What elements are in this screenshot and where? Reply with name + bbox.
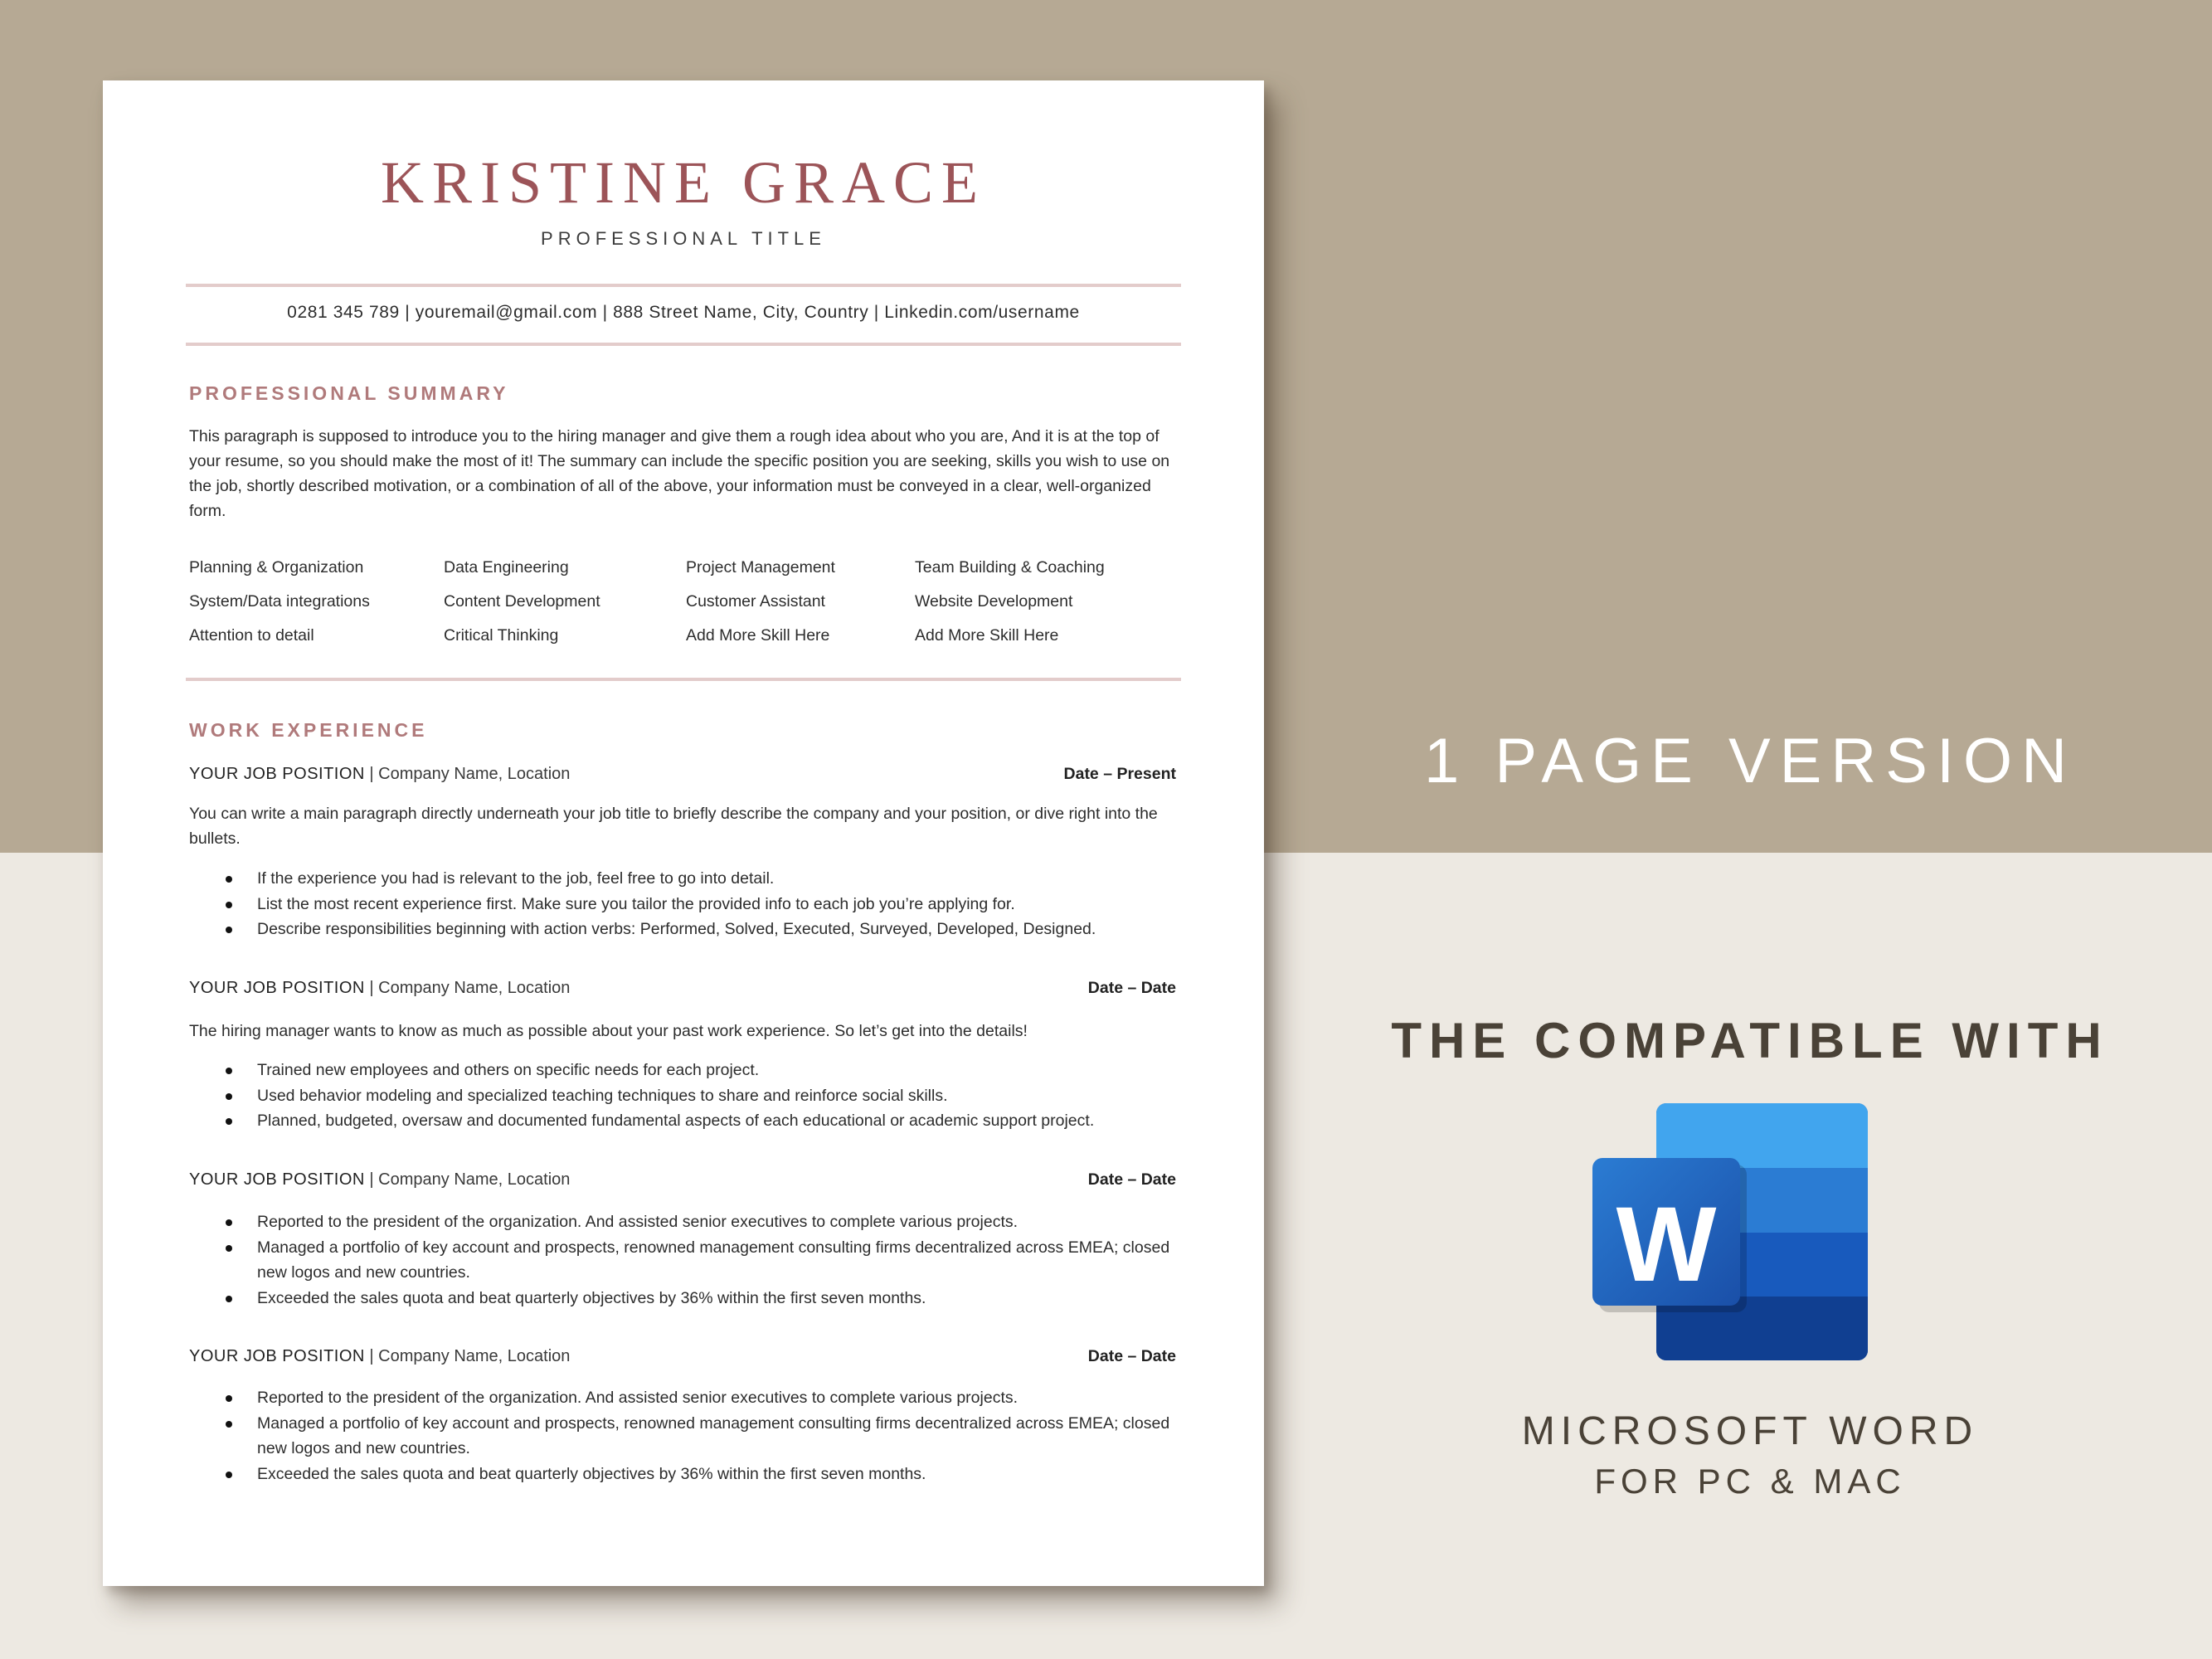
bullet-icon (226, 1068, 232, 1074)
skill-item: Team Building & Coaching (915, 558, 1105, 577)
job-date: Date – Present (1063, 765, 1176, 783)
job-header (189, 1347, 1176, 1372)
job-bullets (189, 866, 1184, 942)
job-company: | Company Name, Location (364, 765, 571, 783)
bullet-icon (226, 1395, 232, 1402)
list-item: If the experience you had is relevant to the job, feel free to go into detail. (189, 866, 1184, 892)
list-item: Exceeded the sales quota and beat quarterly objectives by 36% within the first seven months. (189, 1462, 1184, 1487)
divider (186, 678, 1181, 681)
job-bullets (189, 1385, 1184, 1486)
skill-item: Content Development (444, 592, 600, 611)
job-title: YOUR JOB POSITION (189, 765, 365, 783)
list-item: Planned, budgeted, oversaw and documented fundamental aspects of each educational or academic support project. (189, 1108, 1184, 1134)
bullet-icon (226, 876, 232, 883)
job-date: Date – Date (1087, 979, 1176, 997)
word-letter: W (1616, 1185, 1717, 1304)
bullet-icon (226, 1296, 232, 1302)
bullet-icon (226, 1472, 232, 1478)
list-item: Exceeded the sales quota and beat quarterly objectives by 36% within the first seven months. (189, 1286, 1184, 1311)
skill-item: Add More Skill Here (686, 626, 830, 645)
job-header (189, 979, 1176, 1004)
professional-title: PROFESSIONAL TITLE (541, 228, 826, 249)
job-company: | Company Name, Location (364, 1170, 571, 1189)
skill-item: Data Engineering (444, 558, 569, 577)
experience-heading: WORK EXPERIENCE (189, 719, 428, 741)
job-description: You can write a main paragraph directly underneath your job title to briefly describe the company and your position, or dive right into the bullets. (189, 805, 1158, 848)
skill-item: Project Management (686, 558, 835, 577)
bullet-icon (226, 1118, 232, 1125)
microsoft-word-icon (1592, 1103, 1871, 1360)
job-company: | Company Name, Location (364, 979, 571, 997)
bullet-icon (226, 1421, 232, 1428)
list-item: Reported to the president of the organization. And assisted senior executives to complete various projects. (189, 1209, 1184, 1235)
job-title: YOUR JOB POSITION (189, 1170, 365, 1189)
skill-item: Website Development (915, 592, 1073, 611)
job-date: Date – Date (1087, 1170, 1176, 1189)
skill-item: System/Data integrations (189, 592, 370, 611)
job-description: The hiring manager wants to know as much as possible about your past work experience. So let’s get into the details! (189, 1022, 1028, 1040)
list-item: Describe responsibilities beginning with action verbs: Performed, Solved, Executed, Surveyed, Developed, Designed. (189, 917, 1184, 942)
list-item: Reported to the president of the organization. And assisted senior executives to complete various projects. (189, 1385, 1184, 1411)
resume-name: KRISTINE GRACE (381, 149, 986, 216)
contact-line: 0281 345 789 | youremail@gmail.com | 888 Street Name, City, Country | Linkedin.com/username (287, 303, 1080, 322)
job-bullets (189, 1209, 1184, 1311)
bullet-icon (226, 927, 232, 933)
job-company: | Company Name, Location (364, 1347, 571, 1365)
resume-page (103, 80, 1264, 1586)
summary-heading: PROFESSIONAL SUMMARY (189, 382, 509, 404)
summary-paragraph: This paragraph is supposed to introduce you to the hiring manager and give them a rough idea about who you are, And it is at the top of your resume, so you should make the most of it! The summary can include the specific position you are seeking, skills you wish to use on the job, shortly described motivation, or a combination of all of the above, your information must be conveyed in a clear, well-organized form. (189, 427, 1170, 520)
job-bullets (189, 1058, 1184, 1134)
skill-item: Planning & Organization (189, 558, 364, 577)
list-item: List the most recent experience first. Make sure you tailor the provided info to each job you’re applying for. (189, 892, 1184, 917)
skill-item: Attention to detail (189, 626, 314, 645)
divider (186, 284, 1181, 287)
version-label: 1 PAGE VERSION (1423, 726, 2077, 796)
bullet-icon (226, 1219, 232, 1226)
compatible-label: THE COMPATIBLE WITH (1391, 1013, 2109, 1068)
list-item: Trained new employees and others on specific needs for each project. (189, 1058, 1184, 1083)
divider (186, 343, 1181, 346)
skill-item: Add More Skill Here (915, 626, 1059, 645)
skill-item: Customer Assistant (686, 592, 825, 611)
list-item: Managed a portfolio of key account and prospects, renowned management consulting firms decentralized across EMEA; closed new logos and new countries. (189, 1235, 1184, 1286)
app-name: MICROSOFT WORD (1521, 1409, 1979, 1453)
bullet-icon (226, 1093, 232, 1100)
job-header (189, 765, 1176, 790)
job-header (189, 1170, 1176, 1195)
platform-label: FOR PC & MAC (1594, 1462, 1906, 1501)
bullet-icon (226, 902, 232, 908)
job-date: Date – Date (1087, 1347, 1176, 1365)
job-title: YOUR JOB POSITION (189, 979, 365, 997)
list-item: Used behavior modeling and specialized teaching techniques to share and reinforce social skills. (189, 1083, 1184, 1109)
list-item: Managed a portfolio of key account and prospects, renowned management consulting firms decentralized across EMEA; closed new logos and new countries. (189, 1411, 1184, 1462)
bullet-icon (226, 1245, 232, 1252)
skill-item: Critical Thinking (444, 626, 559, 645)
job-title: YOUR JOB POSITION (189, 1347, 365, 1365)
